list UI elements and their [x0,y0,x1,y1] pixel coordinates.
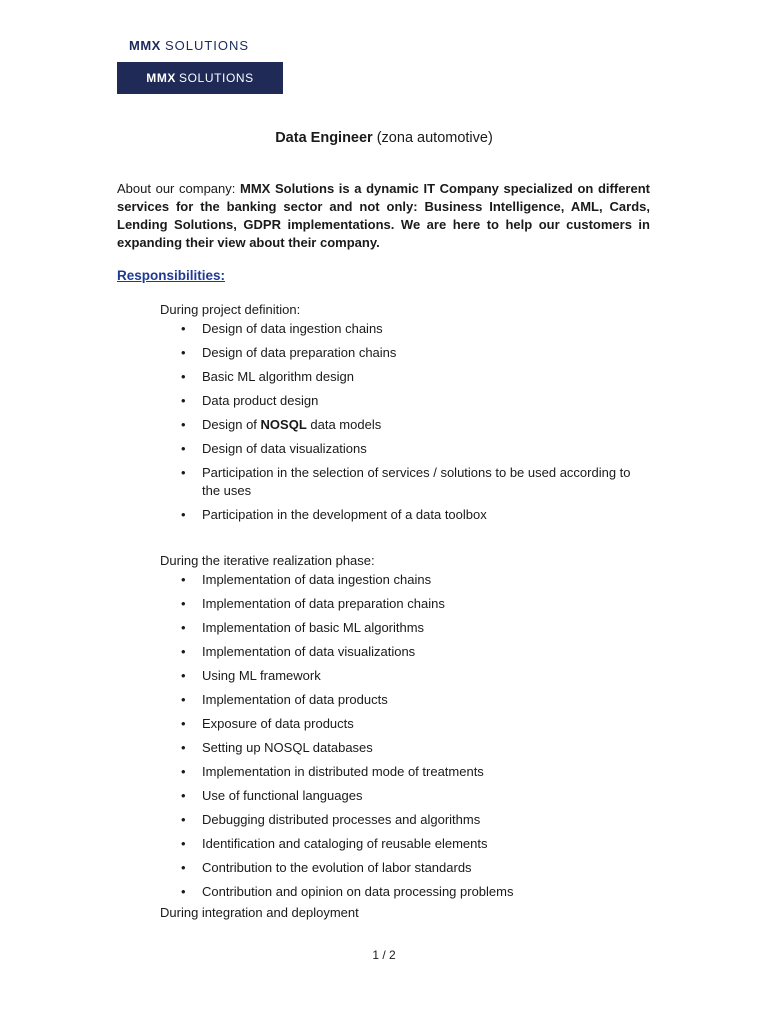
list-item: • Exposure of data products [181,716,354,731]
bullet: • [181,345,186,360]
list-item: • Contribution to the evolution of labor standards [181,860,472,875]
bullet: • [181,740,186,755]
about-lead: About our company: [117,181,240,196]
bullet: • [181,812,186,827]
company-logo-text [129,38,249,53]
bullet: • [181,716,186,731]
iterative-heading: During the iterative realization phase: [160,553,375,568]
bullet: • [181,417,186,432]
list-item: • Design of data visualizations [181,441,367,456]
definition-heading: During project definition: [160,302,301,317]
list-item: • Setting up NOSQL databases [181,740,373,755]
list-item: • Data product design [181,393,319,408]
logo-solutions: SOLUTIONS [164,38,250,53]
bullet: • [181,393,186,408]
list-item: • Contribution and opinion on data processing problems [181,884,514,899]
list-item: • Participation in the development of a data toolbox [181,507,487,522]
list-item: • Design of data ingestion chains [181,321,383,336]
company-logo-banner [117,62,283,94]
about-body: MMX Solutions is a dynamic IT Company specialized on different services for the banking sector and not only: Business Intelligence, AML, Cards, Lending Solutions, GDPR implementations. We are here to help our customers in expanding their view about their company. [117,181,650,250]
list-item: • Design of data preparation chains [181,345,397,360]
integration-heading: During integration and deployment [160,905,359,920]
page-number: 1 / 2 [372,948,396,962]
list-item: • Implementation of data visualizations [181,644,416,659]
bullet: • [181,369,186,384]
list-item: • Implementation of data preparation chains [181,596,445,611]
bullet: • [181,465,186,480]
list-item: • Design of NOSQL data models [181,417,382,432]
bullet: • [181,860,186,875]
list-item: • Basic ML algorithm design [181,369,354,384]
job-title-location: (zona automotive) [372,130,493,146]
bullet: • [181,692,186,707]
list-item: • Implementation of basic ML algorithms [181,620,425,635]
list-item: • Implementation in distributed mode of treatments [181,764,484,779]
list-item: • Identification and cataloging of reusable elements [181,836,488,851]
bullet: • [181,321,186,336]
definition-list [160,320,652,530]
job-title [0,130,768,146]
list-item: • Implementation of data ingestion chains [181,572,432,587]
bullet: • [181,596,186,611]
bullet: • [181,572,186,587]
bullet: • [181,668,186,683]
job-title-main: Data Engineer [275,130,373,146]
list-item: • Implementation of data products [181,692,388,707]
bullet: • [181,788,186,803]
iterative-list [160,571,652,907]
banner-solutions: SOLUTIONS [179,71,254,85]
banner-mmx: MMX [146,71,177,85]
list-item: • Debugging distributed processes and algorithms [181,812,481,827]
bullet: • [181,441,186,456]
bullet: • [181,644,186,659]
logo-mmx: MMX [129,38,161,53]
bullet: • [181,507,186,522]
about-company-paragraph [117,180,650,252]
bullet: • [181,764,186,779]
bullet: • [181,836,186,851]
bullet: • [181,620,186,635]
list-item: • Use of functional languages [181,788,363,803]
bullet: • [181,884,186,899]
responsibilities-heading: Responsibilities: [117,268,226,283]
list-item: • Using ML framework [181,668,321,683]
list-item: • Participation in the selection of services / solutions to be used according to the uses [181,465,631,498]
